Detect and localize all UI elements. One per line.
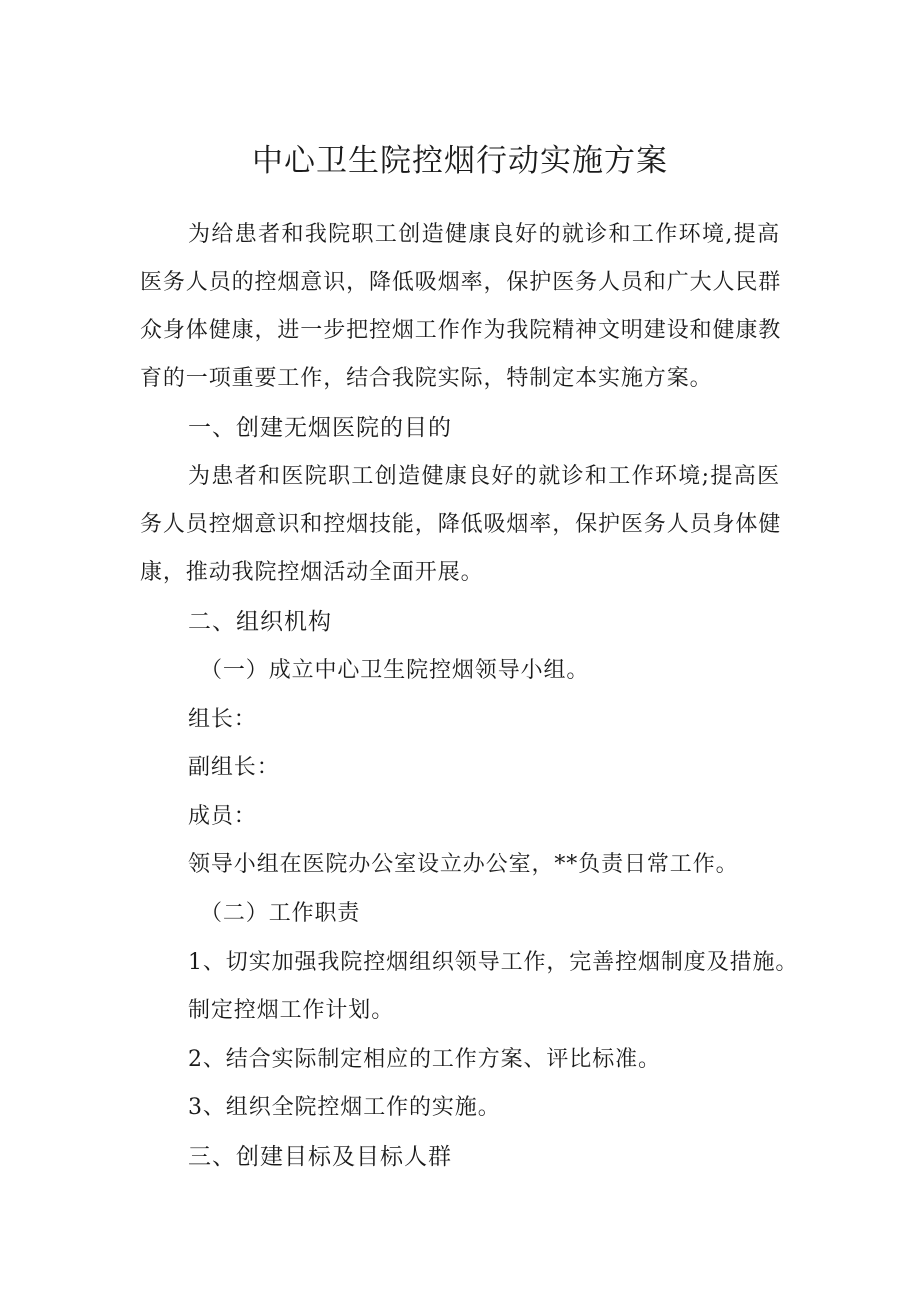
- duty-1: 1、切实加强我院控烟组织领导工作，完善控烟制度及措施。: [188, 950, 799, 975]
- duty-1-continued: 制定控烟工作计划。: [188, 998, 395, 1023]
- section-1-line-3: 康，推动我院控烟活动全面开展。: [140, 560, 484, 585]
- section-2-sub-1: （一）成立中心卫生院控烟领导小组。: [200, 658, 590, 683]
- document-title: 中心卫生院控烟行动实施方案: [252, 143, 668, 179]
- deputy-leader-label: 副组长：: [188, 755, 280, 780]
- section-2-heading: 二、组织机构: [188, 609, 332, 635]
- intro-line-2: 医务人员的控烟意识，降低吸烟率，保护医务人员和广大人民群: [140, 270, 782, 295]
- intro-line-3: 众身体健康，进一步把控烟工作作为我院精神文明建设和健康教: [140, 318, 782, 343]
- section-1-line-2: 务人员控烟意识和控烟技能，降低吸烟率，保护医务人员身体健: [140, 512, 782, 537]
- section-3-heading: 三、创建目标及目标人群: [188, 1144, 452, 1170]
- leader-label: 组长：: [188, 707, 257, 732]
- section-1-line-1: 为患者和医院职工创造健康良好的就诊和工作环境;提高医: [188, 464, 780, 489]
- duty-3: 3、组织全院控烟工作的实施。: [188, 1095, 501, 1120]
- section-2-sub-2: （二）工作职责: [200, 901, 361, 926]
- intro-line-4: 育的一项重要工作，结合我院实际，特制定本实施方案。: [140, 366, 713, 391]
- intro-line-1: 为给患者和我院职工创造健康良好的就诊和工作环境,提高: [188, 222, 780, 247]
- section-1-heading: 一、创建无烟医院的目的: [188, 415, 452, 441]
- duty-2: 2、结合实际制定相应的工作方案、评比标准。: [188, 1047, 661, 1072]
- members-label: 成员：: [188, 804, 257, 829]
- office-line: 领导小组在医院办公室设立办公室，**负责日常工作。: [188, 852, 739, 877]
